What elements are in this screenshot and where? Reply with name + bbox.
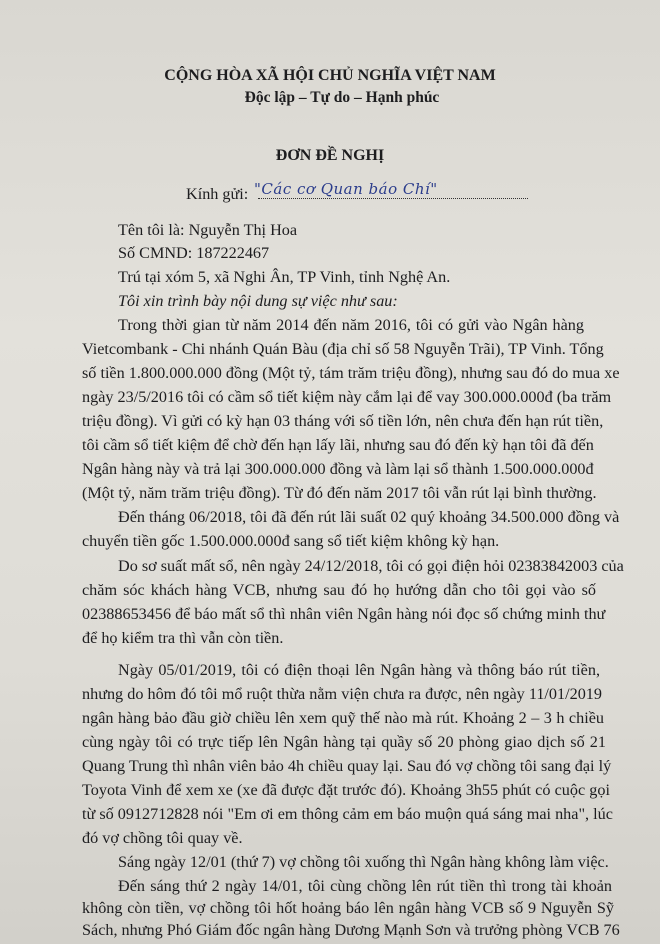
para1-line2: Vietcombank - Chi nhánh Quán Bàu (địa chỉ số 58 Nguyễn Trãi), TP Vinh. Tổng [82,340,604,358]
line-intro: Tôi xin trình bày nội dung sự việc như sau: [118,292,398,310]
para6-line1: Đến sáng thứ 2 ngày 14/01, tôi cùng chồng lên rút tiền thì trong tài khoản [118,877,612,895]
para6-line3: Sách, nhưng Phó Giám đốc ngân hàng Dương Mạnh Sơn và trưởng phòng VCB 76 [82,921,620,939]
para4-line5: Quang Trung thì nhân viên bảo 4h chiều quay lại. Sau đó vợ chồng tôi sang đại lý [82,757,612,775]
line-address: Trú tại xóm 5, xã Nghi Ân, TP Vinh, tỉnh Nghệ An. [118,268,451,286]
para3-line1: Do sơ suất mất sổ, nên ngày 24/12/2018, tôi có gọi điện hỏi 02383842003 của [118,557,624,575]
para1-line1: Trong thời gian từ năm 2014 đến năm 2016, tôi có gửi vào Ngân hàng [118,316,584,334]
motto: Độc lập – Tự do – Hạnh phúc [244,89,440,106]
para4-line7: từ số 0912712828 nói "Em ơi em thông cảm em báo muộn quá sáng mai nha", lúc [82,805,613,823]
recipient-dotted-line [258,198,528,199]
para4-line8: đó vợ chồng tôi quay về. [82,829,243,847]
para1-line8: (Một tỷ, năm trăm triệu đồng). Từ đó đến năm 2017 tôi vẫn rút lại bình thường. [82,484,597,502]
para1-line4: ngày 23/5/2016 tôi có cầm sổ tiết kiệm này cắm lại để vay 300.000.000đ (ba trăm [82,388,612,406]
recipient-label: Kính gửi: [186,185,249,203]
para2-line2: chuyển tiền gốc 1.500.000.000đ sang sổ tiết kiệm không kỳ hạn. [82,532,500,550]
line-name: Tên tôi là: Nguyễn Thị Hoa [118,221,298,239]
para1-line3: số tiền 1.800.000.000 đồng (Một tỷ, tám trăm triệu đồng), nhưng sau đó do mua xe [82,364,620,382]
para6-line2: không còn tiền, vợ chồng tôi hốt hoảng báo lên ngân hàng VCB số 9 Nguyễn Sỹ [82,899,614,917]
recipient-handwritten: "Các cơ Quan báo Chí" [254,180,438,198]
para3-line4: để họ kiểm tra thì vẫn còn tiền. [82,629,284,647]
national-header: CỘNG HÒA XÃ HỘI CHỦ NGHĨA VIỆT NAM [164,67,496,84]
para5-line1: Sáng ngày 12/01 (thứ 7) vợ chồng tôi xuống thì Ngân hàng không làm việc. [118,853,609,871]
para4-line2: nhưng do hôm đó tôi mổ ruột thừa nằm viện chưa ra được, nên ngày 11/01/2019 [82,685,602,703]
para4-line6: Toyota Vinh để xem xe (xe đã được đặt trước đó). Khoảng 3h55 phút có cuộc gọi [82,781,610,799]
para3-line2: chăm sóc khách hàng VCB, nhưng sau đó họ hướng dẫn cho tôi gọi vào số [82,581,596,599]
para1-line5: triệu đồng). Vì gửi có kỳ hạn 03 tháng với số tiền lớn, nên chưa đến hạn rút tiền, [82,412,604,430]
document-title: ĐƠN ĐỀ NGHỊ [275,147,385,164]
para1-line7: Ngân hàng này và trả lại 300.000.000 đồng và làm lại sổ thành 1.500.000.000đ [82,460,594,478]
line-id: Số CMND: 187222467 [118,244,270,262]
para4-line4: cùng ngày tôi có trực tiếp lên Ngân hàng tại quầy số 20 phòng giao dịch số 21 [82,733,606,751]
para4-line3: ngân hàng bảo đầu giờ chiều lên xem quỹ thế nào mà rút. Khoảng 2 – 3 h chiều [82,709,604,727]
para4-line1: Ngày 05/01/2019, tôi có điện thoại lên Ngân hàng và thông báo rút tiền, [118,661,600,679]
para2-line1: Đến tháng 06/2018, tôi đã đến rút lãi suất 02 quý khoảng 34.500.000 đồng và [118,508,620,526]
para1-line6: tôi cầm sổ tiết kiệm để chờ đến hạn lấy lãi, nhưng sau đó đến kỳ hạn tôi đã đến [82,436,594,454]
para3-line3: 02388653456 để báo mất sổ thì nhân viên Ngân hàng nói đọc số chứng minh thư [82,605,606,623]
